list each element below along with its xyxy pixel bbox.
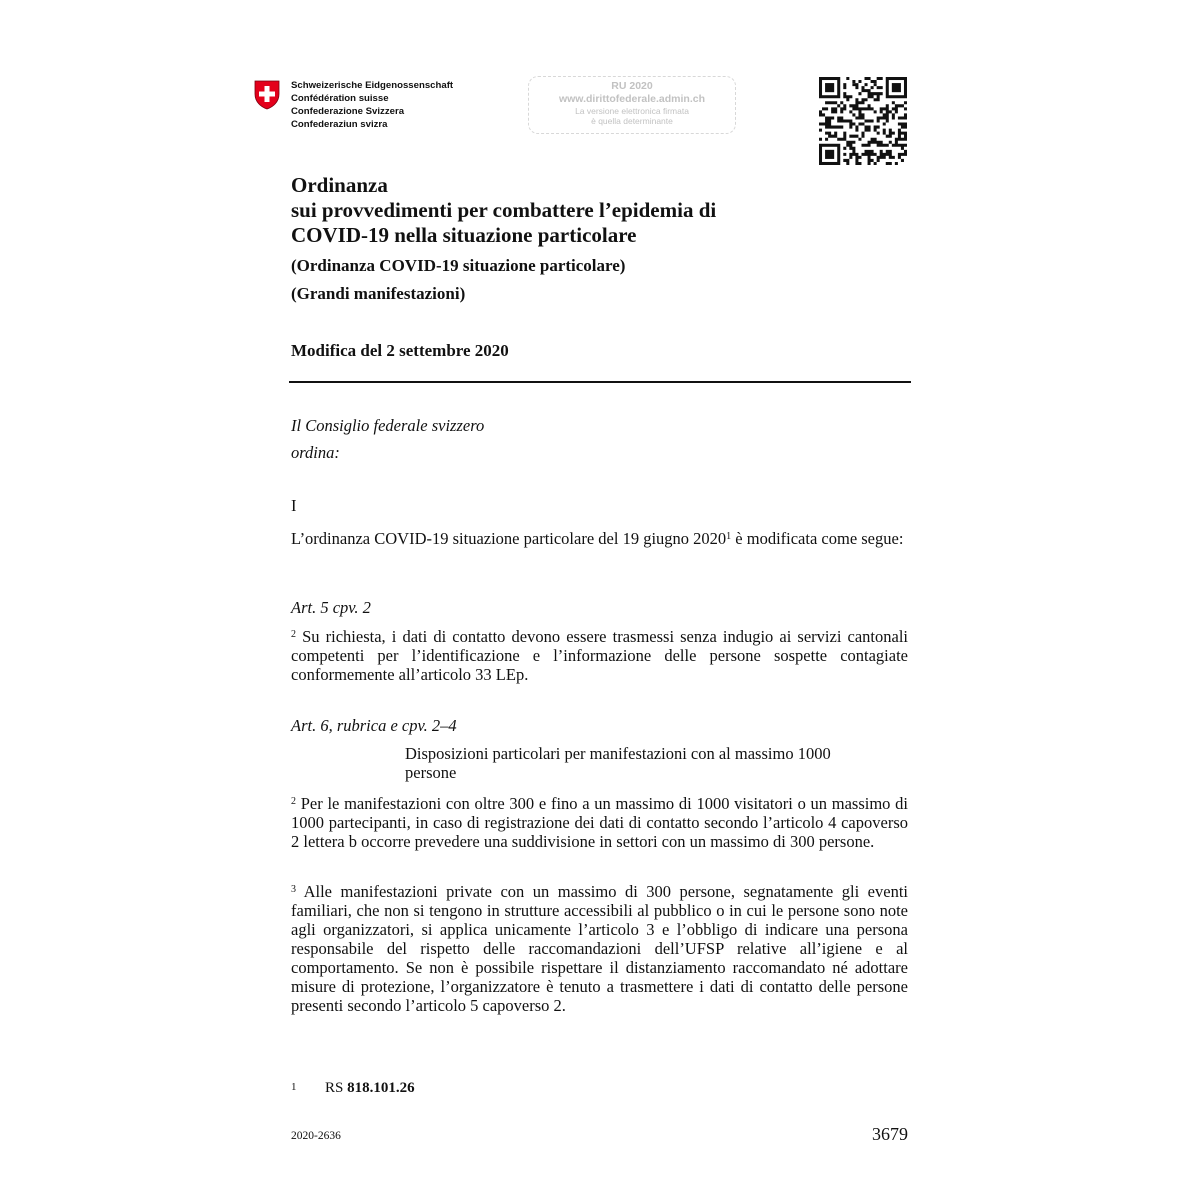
title-line-1: Ordinanza <box>291 173 388 197</box>
page-number: 3679 <box>872 1124 908 1144</box>
paragraph-number: 3 <box>291 884 296 895</box>
footnote-mark: 1 <box>291 1081 297 1093</box>
footnote-ref[interactable]: 1 <box>726 531 732 542</box>
art5-heading: Art. 5 cpv. 2 <box>291 598 371 617</box>
qr-code-icon <box>819 77 907 165</box>
document-number: 2020-2636 <box>291 1130 341 1142</box>
title-line-2: sui provvedimenti per combattere l’epidemia di <box>291 198 717 222</box>
art6-paragraph-3 <box>291 882 908 1015</box>
intro-text-end: è modificata come segue: <box>731 529 904 548</box>
preamble-line-1: Il Consiglio federale svizzero <box>291 416 485 435</box>
confederation-name-rm: Confederaziun svizra <box>291 119 388 130</box>
stamp-note-1: La versione elettronica firmata <box>575 106 689 116</box>
document-title <box>291 173 716 248</box>
footnote-prefix: RS <box>325 1080 348 1096</box>
confederation-name-fr: Confédération suisse <box>291 93 389 104</box>
preamble <box>291 412 908 466</box>
swiss-flag-icon <box>254 80 280 110</box>
intro-text: L’ordinanza COVID-19 situazione particolare del 19 giugno 2020 <box>291 529 727 548</box>
stamp-note-2: è quella determinante <box>591 116 673 126</box>
paragraph-text: Alle manifestazioni private con un massimo di 300 persone, segnatamente gli eventi familiari, che non si tengono in strutture accessibili al pubblico o in cui le persone sono note agli organizzatori, si applica unicamente l’articolo 3 e l’obbligo di indicare una persona responsabile del rispetto delle raccomandazioni dell’UFSP relative all’igiene e al comportamento. Se non è possibile rispettare il distanziamento raccomandato né adottare misure di protezione, l’organizzatore è tenuto a trasmettere i dati di contatto delle persone presenti secondo l’articolo 5 capoverso 2. <box>291 882 908 1015</box>
short-title: (Ordinanza COVID-19 situazione particolare) <box>291 256 626 275</box>
title-line-3: COVID-19 nella situazione particolare <box>291 223 637 247</box>
footnote <box>291 1079 415 1098</box>
section-numeral: I <box>291 496 297 515</box>
topic-title: (Grandi manifestazioni) <box>291 284 466 303</box>
intro-paragraph <box>291 529 908 548</box>
paragraph-text: Per le manifestazioni con oltre 300 e fino a un massimo di 1000 visitatori o un massimo di 1000 partecipanti, in caso di registrazione dei dati di contatto secondo l’articolo 4 capoverso 2 lettera b occorre prevedere una suddivisione in settori con un massimo di 300 persone. <box>291 794 908 851</box>
confederation-names <box>291 79 453 131</box>
title-divider <box>289 381 911 383</box>
stamp-url[interactable]: www.dirittofederale.admin.ch <box>558 93 706 105</box>
art6-rubric: Disposizioni particolari per manifestazioni con al massimo 1000 persone <box>405 744 831 782</box>
confederation-name-de: Schweizerische Eidgenossenschaft <box>291 80 454 91</box>
preamble-line-2: ordina: <box>291 443 340 462</box>
paragraph-text: Su richiesta, i dati di contatto devono essere trasmessi senza indugio ai servizi cantonali competenti per l’identificazione e l’informazione delle persone sospette contagiate conformemente all’articolo 33 LEp. <box>291 627 908 684</box>
art6-paragraph-2 <box>291 794 908 851</box>
art5-paragraph-2 <box>291 627 908 684</box>
stamp-ru: RU 2020 <box>611 80 653 92</box>
paragraph-number: 2 <box>291 629 296 640</box>
art6-heading: Art. 6, rubrica e cpv. 2–4 <box>291 716 457 735</box>
confederation-name-it: Confederazione Svizzera <box>291 106 405 117</box>
paragraph-number: 2 <box>291 796 296 807</box>
amendment-date: Modifica del 2 settembre 2020 <box>291 341 509 360</box>
official-compilation-stamp <box>528 76 736 134</box>
footnote-reference[interactable]: 818.101.26 <box>347 1080 415 1096</box>
